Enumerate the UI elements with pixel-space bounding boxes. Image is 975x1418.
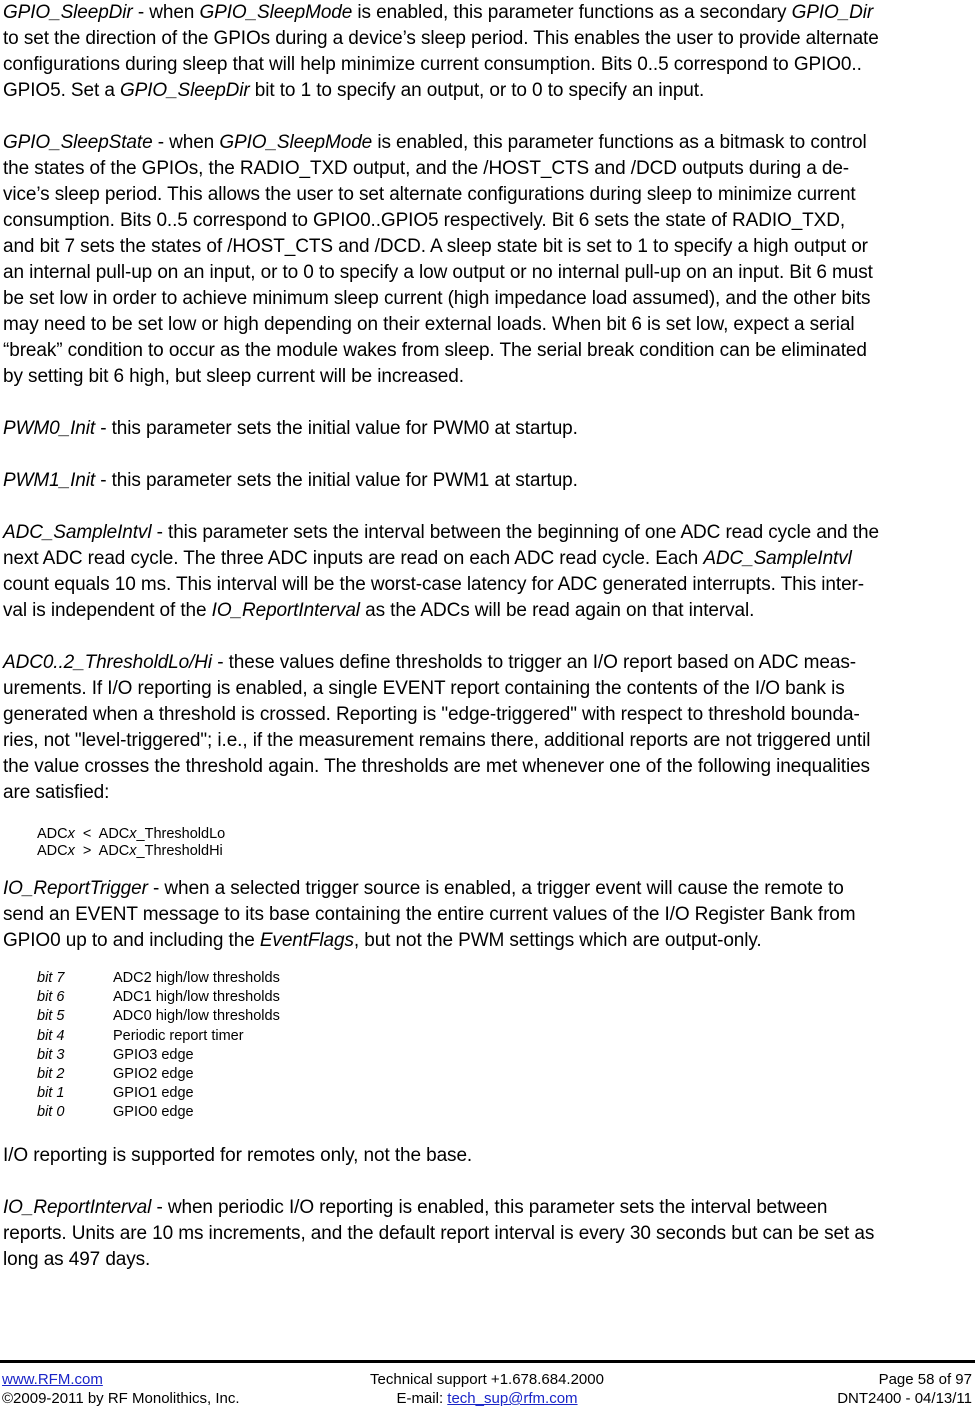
text-run: - when a selected trigger source is enabled, a trigger event will cause the remote to send an EVENT message to its base containing the entire current values of the I/O Register Bank from GPIO0 up to and including the — [3, 878, 856, 951]
bit-row — [37, 1065, 973, 1084]
term-italic: GPIO_SleepDir — [119, 80, 250, 101]
text-run: ADC — [37, 843, 68, 859]
bit-label: bit 6 — [37, 989, 65, 1006]
page-number: Page 58 of 97 — [878, 1371, 972, 1388]
text-run: _ThresholdHi — [136, 843, 223, 859]
bit-label: bit 0 — [37, 1104, 65, 1121]
text-run: - these values define thresholds to trigger an I/O report based on ADC meas- urements. If I/O reporting is enabled, a single EVENT report containing the contents of the I/O bank is generated when a threshold is crossed. Reporting is "edge-triggered" with respect to threshold bounda- ries, not "level-triggered"; i.e., if the measurement remains there, additional reports are not triggered until the value crosses the threshold again. The thresholds are met whenever one of the following inequalities are satisfied: — [3, 652, 871, 803]
website-link[interactable]: www.RFM.com — [2, 1371, 103, 1388]
bit-label: bit 5 — [37, 1008, 65, 1025]
bit-row — [37, 1027, 973, 1046]
term-italic: IO_ReportInterval — [211, 600, 360, 621]
bit-label: bit 3 — [37, 1046, 65, 1063]
inequality-low — [37, 826, 973, 843]
bit-row — [37, 1084, 973, 1103]
bit-label: bit 4 — [37, 1027, 65, 1044]
io-reporting-note — [3, 1143, 973, 1169]
bit-row — [37, 988, 973, 1007]
threshold-inequalities — [37, 826, 973, 860]
adc-threshold-paragraph — [3, 650, 973, 806]
bit-description: Periodic report timer — [113, 1027, 244, 1044]
text-run: - this parameter sets the initial value for PWM1 at startup. — [95, 470, 578, 491]
term-italic: EventFlags — [259, 930, 354, 951]
term-italic: x — [67, 843, 75, 859]
bit-description: ADC1 high/low thresholds — [113, 989, 280, 1006]
bit-label: bit 2 — [37, 1066, 65, 1083]
bit-row — [37, 1046, 973, 1065]
text-run: - when — [152, 132, 220, 153]
term-italic: GPIO_SleepMode — [199, 2, 353, 23]
bit-row — [37, 1007, 973, 1026]
support-phone: Technical support +1.678.684.2000 — [370, 1371, 604, 1388]
bit-label: bit 1 — [37, 1085, 65, 1102]
text-run: > ADC — [74, 843, 130, 859]
text-run: is enabled, this parameter functions as a secondary — [352, 2, 792, 23]
text-run: is enabled, this parameter functions as a bitmask to control the states of the GPIOs, the RADIO_TXD output, and the /HOST_CTS and /DCD outputs during a de- vice’s sleep period. This allows the user to set alternate configurations during sleep to minimize current consumption. Bits 0..5 correspond to GPIO0..GPIO5 respectively. Bit 6 sets the state of RADIO_TXD, and bit 7 sets the states of /HOST_CTS and /DCD. A sleep state bit is set to 1 to specify a high output or an internal pull-up on an input, or to 0 to specify a low output or no internal pull-up on an input. Bit 6 must be set low in order to achieve minimum sleep current (high impedance load assumed), and the other bits may need to be set low or high depending on their external loads. When bit 6 is set low, expect a serial “break” condition to occur as the module wakes from sleep. The serial break condition can be eliminated by setting bit 6 high, but sleep current will be increased. — [3, 132, 873, 387]
text-run: < ADC — [74, 826, 130, 842]
email-label: E-mail: — [396, 1390, 448, 1407]
term-italic: GPIO_SleepMode — [219, 132, 373, 153]
copyright: ©2009-2011 by RF Monolithics, Inc. — [2, 1390, 240, 1407]
text-run: - when — [132, 2, 200, 23]
term-italic: IO_ReportTrigger — [3, 878, 148, 899]
io-reporttrigger-paragraph — [3, 876, 973, 954]
bit-description: GPIO0 edge — [113, 1104, 194, 1121]
term-italic: GPIO_Dir — [791, 2, 874, 23]
trigger-bit-list — [37, 969, 973, 1123]
pwm1-init-paragraph — [3, 468, 973, 494]
text-run: as the ADCs will be read again on that interval. — [359, 600, 755, 621]
text-run: - this parameter sets the interval between the beginning of one ADC read cycle and the next ADC read cycle. The three ADC inputs are read on each ADC read cycle. Each — [3, 522, 879, 569]
term-italic: ADC_SampleIntvl — [703, 548, 852, 569]
inequality-high — [37, 843, 973, 860]
email-link[interactable]: tech_sup@rfm.com — [447, 1390, 578, 1407]
term-italic: GPIO_SleepState — [3, 132, 153, 153]
footer-divider — [0, 1360, 975, 1363]
text-run: to set the direction of the GPIOs during a device’s sleep period. This enables the user to provide alternate configurations during sleep that will help minimize current consumption. Bits 0..5 correspond to GPIO0.. GPIO5. Set a — [3, 28, 879, 101]
document-id: DNT2400 - 04/13/11 — [837, 1390, 972, 1407]
bit-label: bit 7 — [37, 970, 65, 986]
text-run: , but not the PWM settings which are output-only. — [353, 930, 762, 951]
text-run: - this parameter sets the initial value for PWM0 at startup. — [95, 418, 578, 439]
text-run: ADC — [37, 826, 68, 842]
term-italic: IO_ReportInterval — [3, 1196, 152, 1218]
text-run: I/O reporting is supported for remotes only, not the base. — [3, 1144, 473, 1166]
page-footer — [0, 1371, 975, 1409]
bit-row — [37, 1103, 973, 1122]
term-italic: x — [129, 826, 137, 842]
text-run: bit to 1 to specify an output, or to 0 to specify an input. — [249, 80, 705, 101]
bit-description: ADC2 high/low thresholds — [113, 970, 280, 986]
support-email — [396, 1390, 577, 1408]
pwm0-init-paragraph — [3, 416, 973, 442]
gpio-sleepstate-paragraph — [3, 130, 973, 390]
text-run: _ThresholdLo — [136, 826, 226, 842]
term-italic: x — [129, 843, 137, 859]
io-reportinterval-paragraph — [3, 1195, 973, 1273]
term-italic: PWM1_Init — [3, 470, 96, 491]
text-run: count equals 10 ms. This interval will be the worst-case latency for ADC generated interrupts. This inter- val is independent of the — [3, 574, 864, 621]
bit-description: GPIO2 edge — [113, 1066, 194, 1083]
adc-sampleintvl-paragraph — [3, 520, 973, 624]
text-run: - when periodic I/O reporting is enabled, this parameter sets the interval between reports. Units are 10 ms increments, and the default report interval is every 30 seconds but can be set as long as 497 days. — [3, 1196, 875, 1270]
term-italic: ADC0..2_ThresholdLo/Hi — [3, 652, 213, 673]
bit-description: ADC0 high/low thresholds — [113, 1008, 280, 1025]
bit-row — [37, 969, 973, 988]
bit-description: GPIO3 edge — [113, 1046, 194, 1063]
term-italic: ADC_SampleIntvl — [3, 522, 152, 543]
term-italic: GPIO_SleepDir — [3, 2, 133, 23]
gpio-sleepdir-paragraph — [3, 0, 973, 104]
term-italic: PWM0_Init — [3, 418, 96, 439]
bit-description: GPIO1 edge — [113, 1085, 194, 1102]
term-italic: x — [67, 826, 75, 842]
body-text — [3, 0, 973, 1273]
